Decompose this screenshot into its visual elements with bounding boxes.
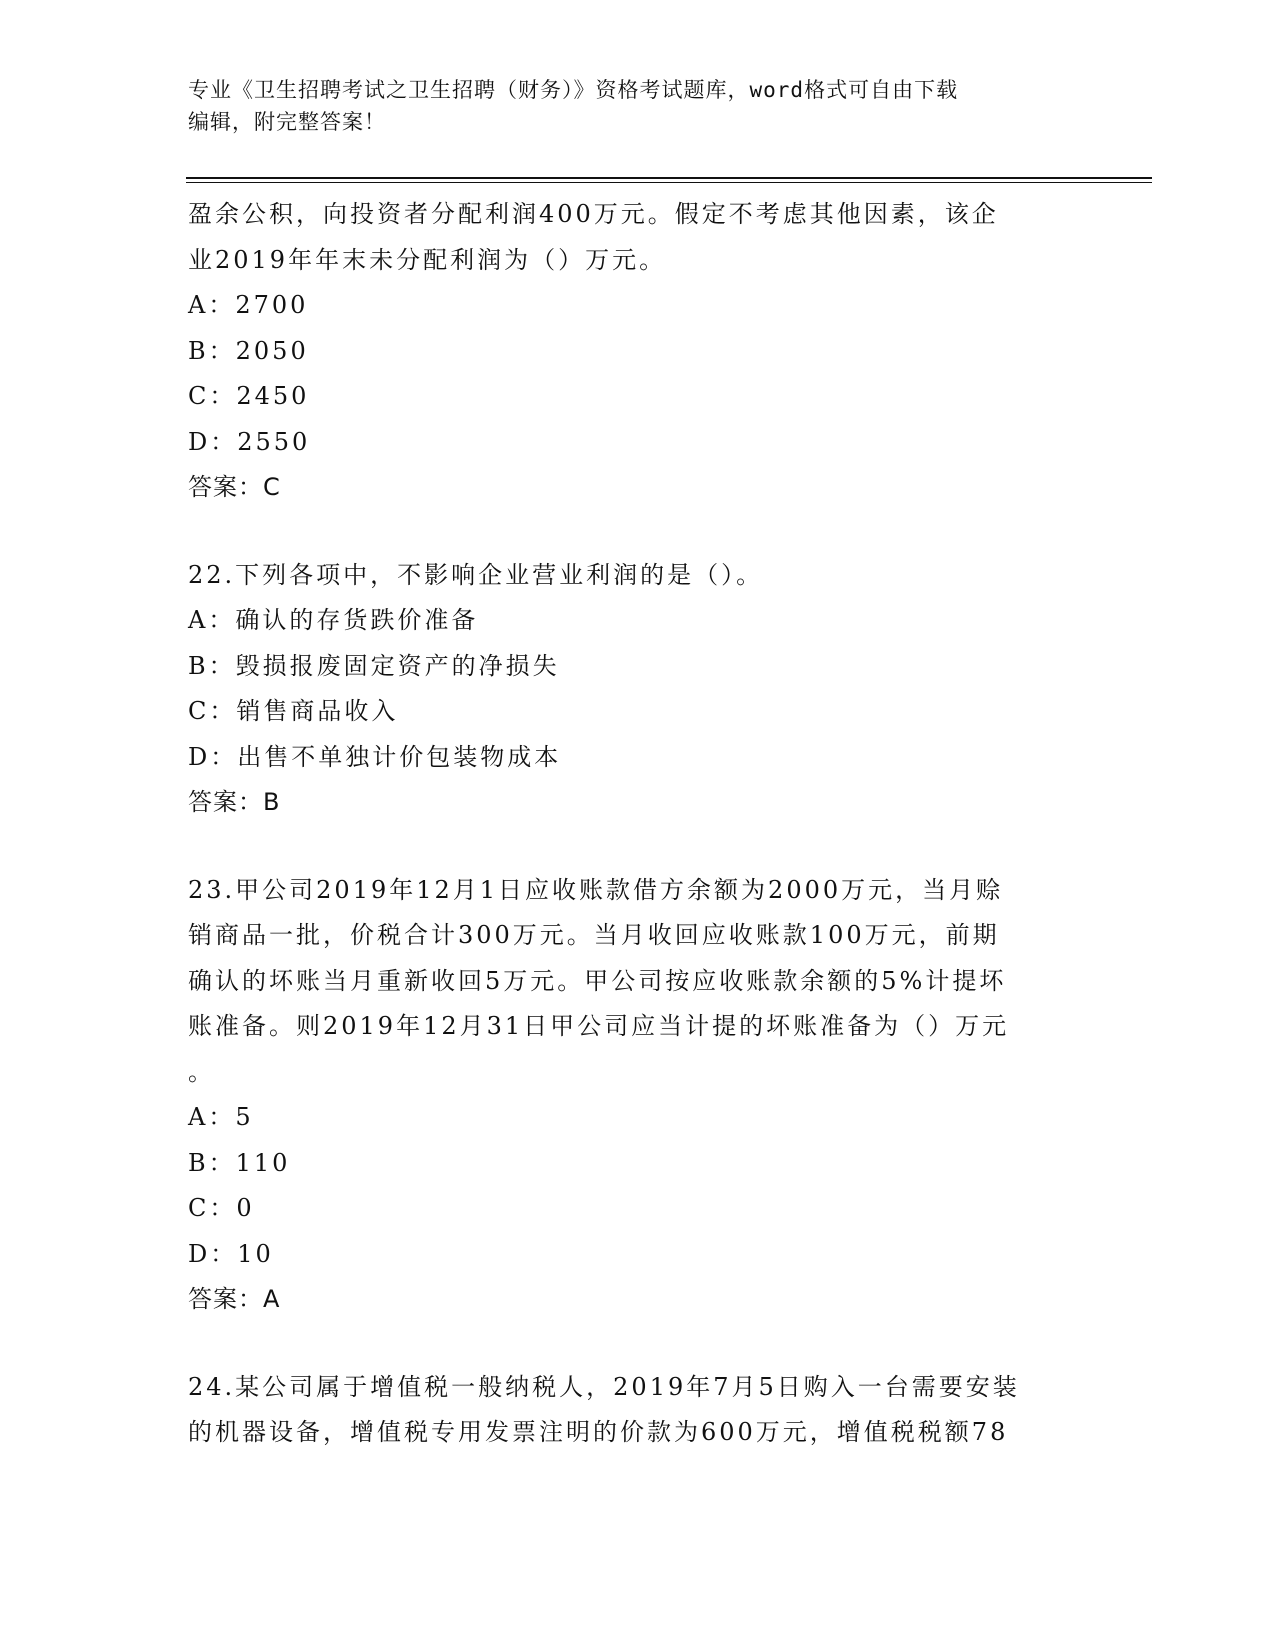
question-text-line: 确认的坏账当月重新收回5万元。甲公司按应收账款余额的5%计提坏 xyxy=(188,966,1007,995)
spacer xyxy=(188,826,1088,868)
header-line-1: 专业《卫生招聘考试之卫生招聘（财务）》资格考试题库，word格式可自由下载 xyxy=(188,78,959,102)
option-c: C：销售商品收入 xyxy=(188,697,399,725)
answer-label: 答案：B xyxy=(188,788,281,816)
question-22 xyxy=(188,553,1088,826)
question-text-line: 22.下列各项中，不影响企业营业利润的是（）。 xyxy=(188,560,764,589)
option-c: C：2450 xyxy=(188,382,310,410)
question-21 xyxy=(188,192,1088,511)
spacer xyxy=(188,1323,1088,1365)
option-d: D：出售不单独计价包装物成本 xyxy=(188,742,562,771)
header-divider-thin xyxy=(186,182,1152,183)
page-header xyxy=(188,74,1088,138)
option-a: A：5 xyxy=(188,1103,254,1131)
spacer xyxy=(188,511,1088,553)
header-divider-thick xyxy=(186,177,1152,179)
answer-label: 答案：A xyxy=(188,1285,281,1313)
option-b: B：2050 xyxy=(188,336,309,365)
question-content xyxy=(188,192,1088,1456)
question-text-line: 23.甲公司2019年12月1日应收账款借方余额为2000万元，当月赊 xyxy=(188,875,1004,904)
question-text-line: 。 xyxy=(188,1057,215,1086)
question-text-line: 盈余公积，向投资者分配利润400万元。假定不考虑其他因素，该企 xyxy=(188,200,999,228)
question-text-line: 业2019年年末未分配利润为（）万元。 xyxy=(188,245,667,274)
option-d: D：10 xyxy=(188,1239,274,1268)
question-text-line: 的机器设备，增值税专用发票注明的价款为600万元，增值税税额78 xyxy=(188,1418,1009,1446)
option-d: D：2550 xyxy=(188,427,311,456)
question-24 xyxy=(188,1365,1088,1456)
question-23 xyxy=(188,868,1088,1323)
option-b: B：110 xyxy=(188,1148,291,1177)
option-a: A：确认的存货跌价准备 xyxy=(188,606,479,634)
option-b: B：毁损报废固定资产的净损失 xyxy=(188,651,560,680)
question-text-line: 销商品一批，价税合计300万元。当月收回应收账款100万元，前期 xyxy=(188,921,1000,949)
header-line-2: 编辑，附完整答案！ xyxy=(188,110,386,134)
question-text-line: 账准备。则2019年12月31日甲公司应当计提的坏账准备为（）万元 xyxy=(188,1012,1010,1040)
question-text-line: 24.某公司属于增值税一般纳税人，2019年7月5日购入一台需要安装 xyxy=(188,1372,1020,1401)
option-c: C：0 xyxy=(188,1194,255,1222)
answer-label: 答案：C xyxy=(188,473,281,501)
option-a: A：2700 xyxy=(188,291,309,319)
